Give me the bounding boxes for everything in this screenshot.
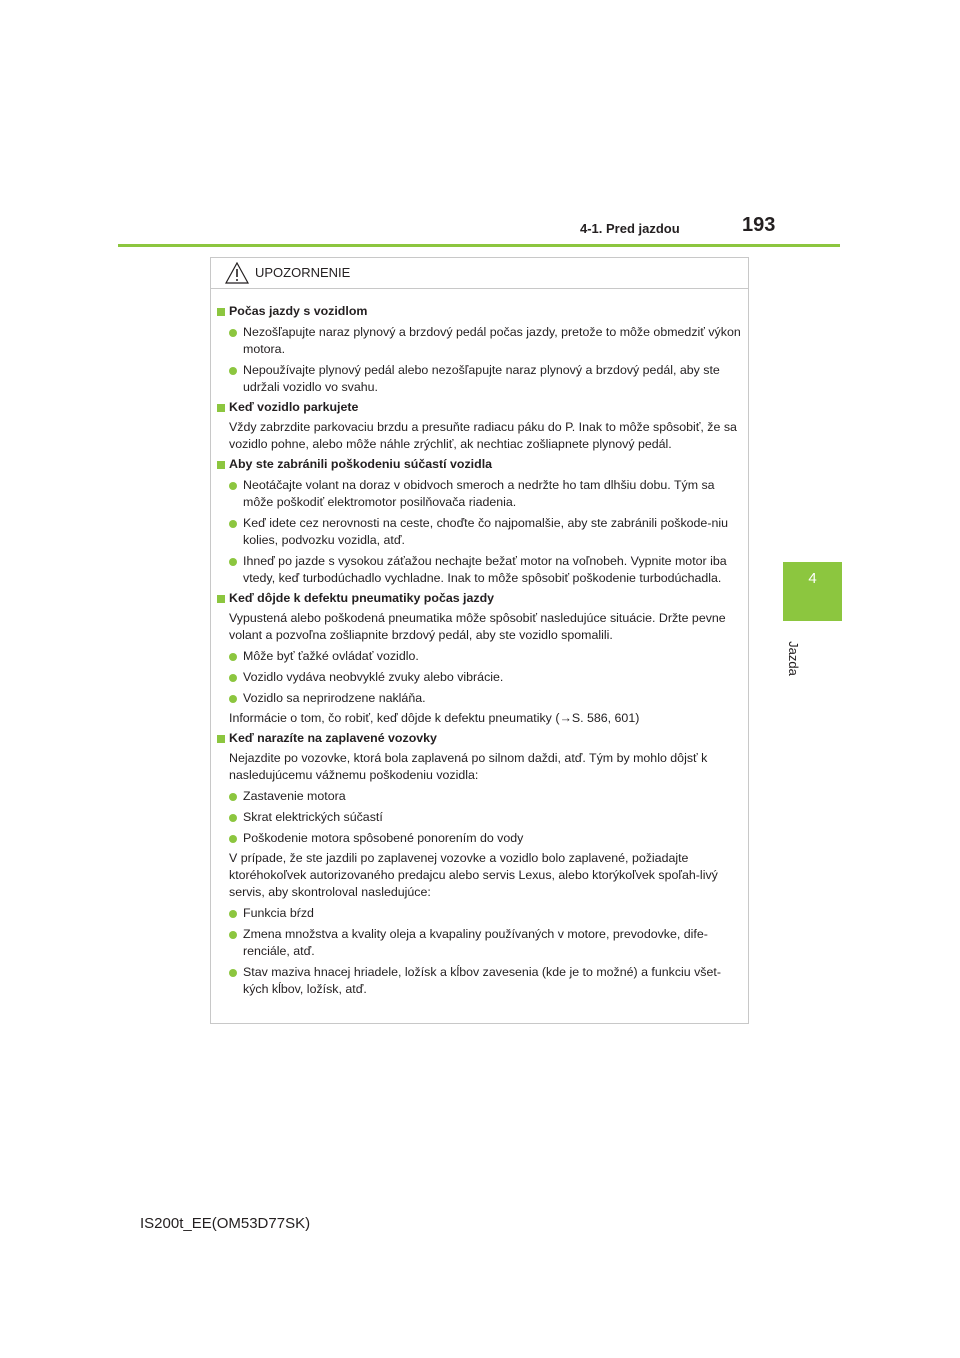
chapter-label-wrap [785,633,808,683]
paragraph: Informácie o tom, čo robiť, keď dôjde k defektu pneumatiky (→S. 586, 601) [229,711,640,725]
bullet-item: Ihneď po jazde s vysokou záťažou nechajte bežať motor na voľnobeh. Vypnite motor iba vtedy, keď turbodúchadlo vychladne. Inak to môže spôsobiť poškodenie turbodúchadla. [217,553,745,587]
bullet-item: Poškodenie motora spôsobené ponorením do vody [217,830,745,847]
bullet-item: Zastavenie motora [217,788,745,805]
warning-content [217,300,745,998]
bullet-item: Nezošľapujte naraz plynový a brzdový pedál počas jazdy, pretože to môže obmedziť výkon motora. [217,324,745,358]
bullet-item: Stav maziva hnacej hriadele, ložísk a kĺbov zavesenia (kde je to možné) a funkciu všet-kých kĺbov, ložísk, atď. [217,964,745,998]
warning-box [210,257,749,1024]
chapter-number: 4 [808,570,817,587]
paragraph: Vždy zabrzdite parkovaciu brzdu a presuňte radiacu páku do P. Inak to môže spôsobiť, že sa vozidlo pohne, alebo môže náhle zrýchliť, ak nechtiac zošliapnete plynový pedál. [229,420,737,451]
section-heading: Počas jazdy s vozidlom [217,303,745,320]
section-heading: Aby ste zabránili poškodeniu súčastí vozidla [217,456,745,473]
bullet-item: Neotáčajte volant na doraz v obidvoch smeroch a nedržte ho tam dlhšiu dobu. Tým sa môže poškodiť elektromotor posilňovača riadenia. [217,477,745,511]
section-heading: Keď dôjde k defektu pneumatiky počas jazdy [217,590,745,607]
bullet-item: Zmena množstva a kvality oleja a kvapaliny používaných v motore, prevodovke, dife-renciále, atď. [217,926,745,960]
bullet-item: Môže byť ťažké ovládať vozidlo. [217,648,745,665]
document-code: IS200t_EE(OM53D77SK) [140,1215,311,1232]
bullet-item: Nepoužívajte plynový pedál alebo nezošľapujte naraz plynový a brzdový pedál, aby ste udržali vozidlo vo svahu. [217,362,745,396]
bullet-item: Skrat elektrických súčastí [217,809,745,826]
warning-header [211,258,748,289]
warning-triangle-icon [225,262,249,284]
chapter-label: Jazda [785,641,801,676]
chapter-tab [783,562,842,621]
section-heading: Keď vozidlo parkujete [217,399,745,416]
paragraph: V prípade, že ste jazdili po zaplavenej vozovke a vozidlo bolo zaplavené, požiadajte ktoréhokoľvek autorizovaného predajcu alebo servis Lexus, alebo ktorýkoľvek spoľah-livý servis, aby skontroloval nasledujúce: [229,851,718,899]
section-heading: Keď narazíte na zaplavené vozovky [217,730,745,747]
paragraph: Nejazdite po vozovke, ktorá bola zaplavená po silnom daždi, atď. Tým by mohlo dôjsť k nasledujúcemu vážnemu poškodeniu vozidla: [229,751,708,782]
warning-title: UPOZORNENIE [255,265,351,280]
bullet-item: Funkcia bŕzd [217,905,745,922]
bullet-item: Keď idete cez nerovnosti na ceste, choďte čo najpomalšie, aby ste zabránili poškode-niu kolies, podvozku vozidla, atď. [217,515,745,549]
bullet-item: Vozidlo sa neprirodzene nakláňa. [217,690,745,707]
header-divider [118,244,840,247]
bullet-item: Vozidlo vydáva neobvyklé zvuky alebo vibrácie. [217,669,745,686]
page-number: 193 [742,214,776,236]
paragraph: Vypustená alebo poškodená pneumatika môže spôsobiť nasledujúce situácie. Držte pevne volant a pozvoľna zošliapnite brzdový pedál, aby ste vozidlo spomalili. [229,611,726,642]
section-title: 4-1. Pred jazdou [580,221,680,236]
